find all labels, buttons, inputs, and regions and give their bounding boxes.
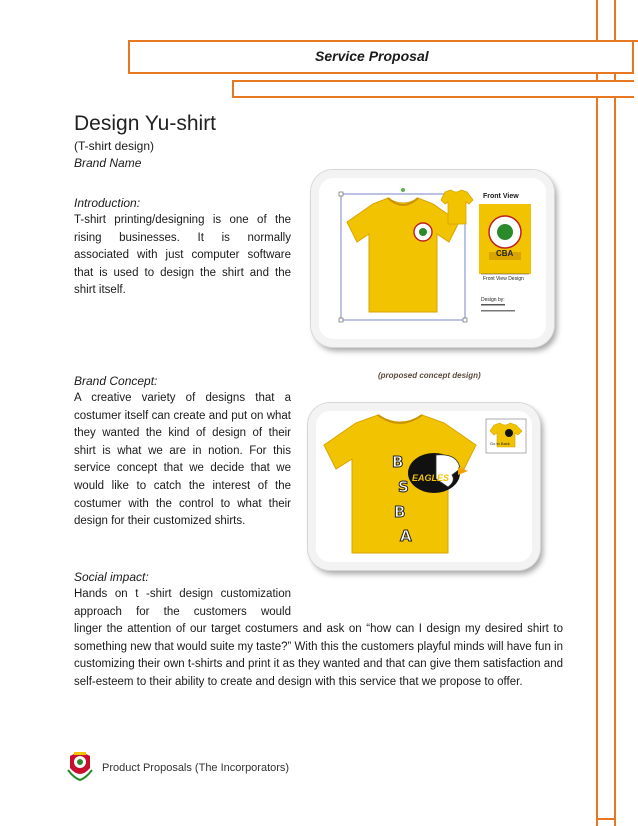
brand-concept-heading: Brand Concept: [74, 374, 158, 388]
document-title: Design Yu-shirt [74, 112, 217, 135]
front-view-design-label: Front View Design [483, 276, 524, 282]
frame-line-bottom [596, 818, 616, 820]
social-impact-text-wide: linger the attention of our target costumers and ask on “how can I design my desired shirt to something new that would suite my taste?” With this the customers playful minds will have fun in customizing their own t-shirts and print it as they wanted and that can give them satisfaction and self-esteem to their ability to create and design with this service that we propose to offer. [74, 623, 563, 688]
image-caption: (proposed concept design) [378, 371, 481, 380]
letter-b2: B [394, 503, 406, 521]
front-view-logo-text: CBA [496, 249, 514, 258]
front-view-label: Front View [483, 193, 519, 200]
frame-line-left [596, 0, 598, 826]
tshirt-front-view-image [311, 170, 554, 347]
brand-name: Brand Name [74, 156, 142, 170]
proposed-concept-graphic [308, 403, 540, 570]
go-to-back-button: Go to Back [490, 441, 510, 446]
social-impact-heading: Social impact: [74, 570, 149, 584]
letter-b1: B [392, 453, 404, 471]
document-subtitle: (T-shirt design) [74, 139, 155, 153]
social-impact-text-narrow: Hands on t -shirt design customization approach for the customers would [74, 588, 291, 618]
brand-concept-text: A creative variety of designs that a costumer itself can create and put on what they wanted the kind of design of their shirt is what we are in notion. For this service concept that we decide that we would like to catch the interest of the costumer with the control to what their design for their customized shirts. [74, 392, 291, 528]
letter-a: A [400, 527, 412, 545]
proposed-concept-image [308, 403, 540, 570]
header-accent-box [232, 80, 634, 98]
eagles-badge-text: EAGLES [412, 473, 450, 483]
introduction-heading: Introduction: [74, 196, 141, 210]
letter-s: S [398, 478, 409, 496]
footer-text: Product Proposals (The Incorporators) [102, 762, 290, 774]
design-by-label: Design by: [481, 297, 505, 303]
header-title: Service Proposal [315, 48, 429, 64]
introduction-text: T-shirt printing/designing is one of the rising businesses. It is normally associated with just computer software that is used to design the shirt and the shirt itself. [74, 214, 291, 297]
incorporators-logo [66, 748, 94, 782]
frame-line-right [614, 0, 616, 826]
